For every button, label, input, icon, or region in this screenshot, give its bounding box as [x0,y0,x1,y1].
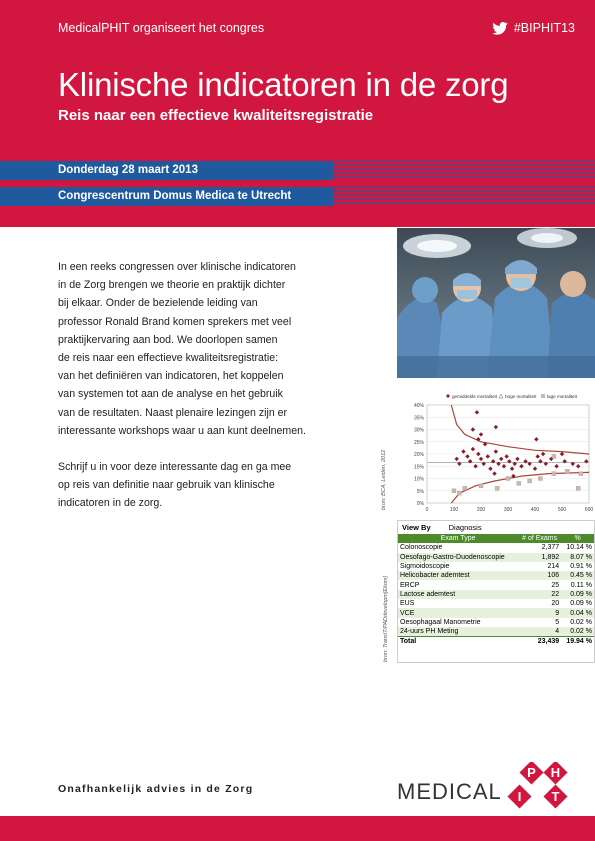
x-tick-label: 500 [557,507,567,513]
y-tick-label: 30% [413,427,424,434]
count-cell: 2,377 [541,544,560,552]
table-row [398,590,594,599]
registration-paragraph: Schrijf u in voor deze interessante dag en ga mee op reis van definitie naar gebruik van klinische indicatoren in de zorg. [58,461,292,510]
y-tick-label: 40% [413,403,424,409]
date-band [0,161,595,180]
view-by-row [398,521,594,534]
data-point-low [506,477,510,481]
table-header-row [398,534,594,543]
exam-table [398,534,594,647]
hashtag-text[interactable]: #BIPHIT13 [513,21,575,35]
percent-cell: 0.45 % [561,571,594,580]
exam-type-cell: VCE [398,608,518,617]
event-date: Donderdag 28 maart 2013 [58,164,198,176]
y-tick-label: 15% [413,464,424,471]
logo-word: MEDICAL [397,779,502,804]
event-venue: Congrescentrum Domus Medica te Utrecht [58,190,292,202]
intro-paragraph: In een reeks congressen over klinische indicatoren in de Zorg brengen we theorie en praktijk dichter bij elkaar. Onder de bezielende leiding van professor Ronald Brand komen sprekers met veel praktijkervaring aan bod. We doorlopen samen de reis naar een effectieve kwaliteitsregistratie: van het definiëren van indicatoren, het koppelen van systemen tot aan de analyse en het gebruik van de resultaten. Naast plenaire lezingen zijn er interessante workshops waar u aan kunt deelnemen. [58,261,306,437]
x-tick-label: 400 [530,507,540,513]
total-count-cell: 23,439 [518,637,561,647]
percent-cell: 0.11 % [570,581,592,589]
x-tick-label: 300 [503,507,513,513]
legend-label: lage mortaliteit [547,394,577,399]
exam-type-cell: Oesofago-Gastro-Duodenoscopie [398,553,518,562]
data-point-low [495,486,499,490]
table-row [398,580,594,589]
mortality-chart [397,385,595,515]
count-cell: 5 [555,618,560,626]
count-cell: 20 [551,600,560,608]
hashtag-area [492,21,575,35]
organizer-text: MedicalPHIT organiseert het congres [58,21,265,35]
count-cell: 106 [518,571,561,580]
col-header-percent: % [561,534,594,543]
y-tick-label: 10% [413,476,424,483]
data-point-low [579,472,583,476]
legend-label: hoge mortaliteit [505,394,537,399]
percent-cell: 10.14 % [566,544,592,552]
legend-marker [499,394,503,398]
data-point-low [479,484,483,488]
data-point-low [452,489,456,493]
data-point-low [565,469,569,473]
medicalphit-logo [397,762,587,812]
view-by-label: View By [402,523,431,532]
data-point-low [552,454,556,458]
exam-type-cell: ERCP [400,581,420,589]
y-tick-label: 5% [416,488,424,495]
x-tick-label: 100 [449,507,459,513]
intro-text [58,258,348,531]
exam-table-panel [397,520,595,663]
table-total-row [398,637,594,647]
table-row [398,543,594,552]
logo-letter-t: T [551,789,560,804]
percent-cell: 0.09 % [561,590,594,599]
table-credit: bron: TransIT/PADdevelopm[Ekom] [383,576,389,662]
y-tick-label: 20% [413,452,424,458]
percent-cell: 0.91 % [570,563,592,571]
x-tick-label: 0 [425,507,429,513]
data-point-low [528,479,532,483]
exam-type-cell: EUS [400,600,415,608]
col-header-count: # of Exams [518,534,561,543]
total-percent-cell: 19.94 % [561,637,594,647]
venue-band [0,187,595,206]
percent-cell: 0.02 % [561,627,594,637]
data-point-low [457,491,461,495]
legend-marker [446,394,450,398]
y-tick-label: 0% [416,501,424,507]
footer-bar [0,816,595,841]
exam-type-cell: Helicobacter ademtest [398,571,518,580]
total-label-cell: Total [398,637,518,647]
page-subtitle: Reis naar een effectieve kwaliteitsregistratie [58,107,374,124]
surgery-photo [397,228,595,378]
count-cell: 22 [518,590,561,599]
view-by-value[interactable]: Diagnosis [448,523,482,532]
exam-type-cell: 24-uurs PH Meting [398,627,518,637]
twitter-bird-icon [492,22,508,35]
table-row [398,608,594,617]
count-cell: 25 [551,581,560,589]
header-banner [0,0,595,227]
logo-letter-p: P [527,765,536,780]
percent-cell: 0.02 % [570,618,592,626]
count-cell: 4 [518,627,561,637]
col-header-exam-type: Exam Type [398,534,518,543]
count-cell: 1,892 [518,553,561,562]
logo-letter-h: H [550,765,561,780]
table-row [398,627,594,637]
y-tick-label: 35% [413,415,424,422]
table-row [398,599,594,608]
table-row [398,618,594,627]
percent-cell: 0.04 % [561,608,594,617]
page-title: Klinische indicatoren in de zorg [58,66,509,103]
table-row [398,553,594,562]
exam-type-cell: Oesophagaal Manometrie [400,618,481,626]
data-point-low [576,486,580,490]
legend-label: gemiddelde mortaliteit [452,394,497,399]
exam-type-cell: Lactose ademtest [398,590,518,599]
x-tick-label: 200 [476,507,486,513]
percent-cell: 0.09 % [570,600,592,608]
data-point-low [517,481,521,485]
percent-cell: 8.07 % [561,553,594,562]
phit-diamond-logo [501,762,587,810]
logo-letter-i: I [517,789,522,804]
legend-marker [541,394,545,398]
exam-type-cell: Colonoscopie [400,544,443,552]
exam-type-cell: Sigmoidoscopie [400,563,450,571]
y-tick-label: 25% [413,439,424,446]
mortality-scatter-plot [397,385,595,515]
table-row [398,562,594,571]
tagline: Onafhankelijk advies in de Zorg [58,783,254,795]
count-cell: 9 [518,608,561,617]
count-cell: 214 [547,563,560,571]
x-tick-label: 600 [584,507,594,513]
data-point-low [463,486,467,490]
data-point-low [552,472,556,476]
data-point-low [538,477,542,481]
chart-credit: bron: BCA, Leiden, 2012 [381,449,387,510]
table-row [398,571,594,580]
